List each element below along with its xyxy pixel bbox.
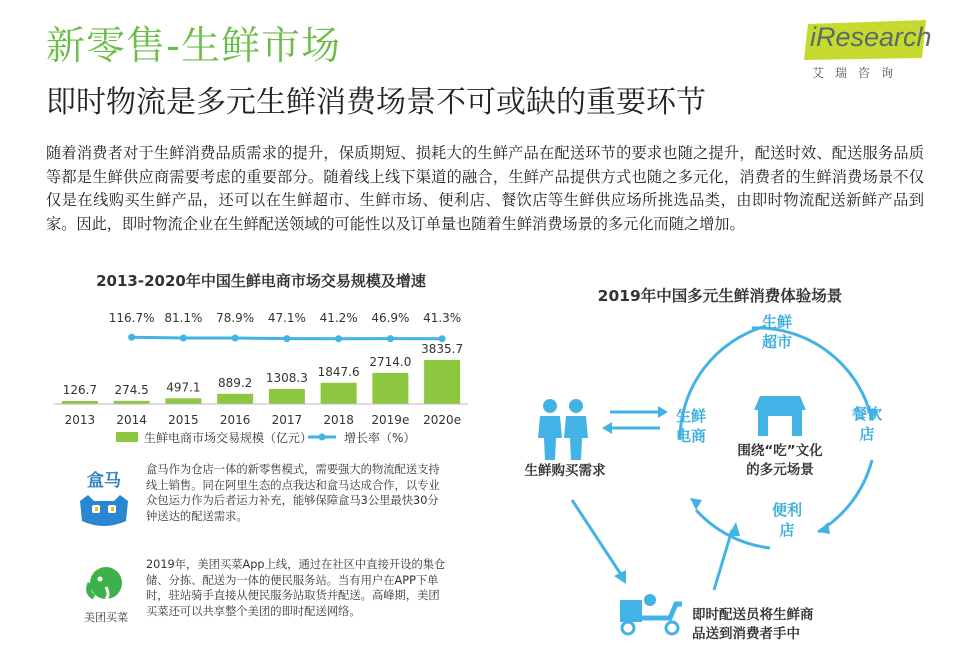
exchange-arrows bbox=[610, 412, 660, 428]
elephant-icon bbox=[76, 563, 136, 603]
diagram-center-line1: 围绕“吃”文化 bbox=[737, 443, 823, 459]
hema-logo-text: 盒马 bbox=[87, 471, 121, 491]
node-convenience-line2: 店 bbox=[779, 521, 795, 539]
x-tick-4: 2017 bbox=[271, 413, 303, 427]
consumption-diagram bbox=[500, 300, 940, 650]
arrow-head-bottom bbox=[818, 522, 830, 534]
arrow-up-line bbox=[714, 530, 732, 590]
growth-label-6: 46.9% bbox=[371, 311, 410, 325]
x-tick-6: 2019e bbox=[371, 413, 410, 427]
delivery-scooter-icon bbox=[620, 594, 682, 634]
growth-point-2 bbox=[180, 334, 187, 341]
case-meituan-text: 2019年，美团买菜App上线，通过在社区中直接开设的集仓储、分拣、配送为一体的便民服务站。当有用户在APP下单时，驻站骑手直接从便民服务站取货并配送。高峰期，美团买菜还可以共享整个美团的即时配送网络。 bbox=[146, 558, 446, 618]
bar-4 bbox=[269, 389, 305, 404]
delivery-label-line1: 即时配送员将生鲜商 bbox=[692, 607, 814, 623]
case-meituan bbox=[46, 557, 476, 643]
page-title: 新零售-生鲜市场 bbox=[46, 24, 342, 69]
case-hema-text: 盒马作为仓店一体的新零售模式，需要强大的物流配送支持线上销售。同在阿里生态的点我达和盒马达成合作，以专业众包运力作为后者运力补充，能够保障盒马3公里最快30分钟送达的配送需求。 bbox=[146, 463, 440, 523]
growth-label-2: 81.1% bbox=[164, 311, 203, 325]
node-supermarket-line1: 生鲜 bbox=[762, 313, 793, 331]
diagram-center bbox=[724, 442, 836, 480]
node-convenience-line1: 便利 bbox=[772, 501, 803, 519]
bar-label-0: 126.7 bbox=[62, 383, 98, 397]
growth-point-6 bbox=[387, 335, 394, 342]
case-hema bbox=[46, 462, 476, 534]
growth-label-5: 41.2% bbox=[319, 311, 358, 325]
legend-line-marker bbox=[319, 434, 326, 441]
legend-bar-label: 生鲜电商市场交易规模（亿元） bbox=[144, 431, 313, 445]
x-tick-7: 2020e bbox=[423, 413, 462, 427]
x-tick-1: 2014 bbox=[116, 413, 147, 427]
x-tick-2: 2015 bbox=[168, 413, 199, 427]
page-subtitle: 即时物流是多元生鲜消费场景不可或缺的重要环节 bbox=[46, 85, 706, 120]
consumer-label: 生鲜购买需求 bbox=[524, 463, 606, 479]
arrow-up-icon bbox=[728, 522, 740, 536]
arrow-head-left bbox=[690, 498, 702, 510]
node-ecommerce-line2: 电商 bbox=[676, 427, 707, 445]
intro-paragraph: 随着消费者对于生鲜消费品质需求的提升，保质期短、损耗大的生鲜产品在配送环节的要求也随之提升，配送时效、配送服务品质等都是生鲜供应商需要考虑的重要部分。随着线上线下渠道的融合，生鲜产品提供方式也随之多元化，消费者的生鲜消费场景不仅仅是在线购买生鲜产品，还可以在生鲜超市、生鲜市场、便利店、餐饮店等生鲜供应场所挑选品类，由即时物流配送新鲜产品到家。因此，即时物流企业在生鲜配送领域的可能性以及订单量也随着生鲜消费场景的多元化而随之增加。 bbox=[46, 144, 924, 233]
bar-5 bbox=[321, 383, 357, 404]
chart-title: 2013-2020年中国生鲜电商市场交易规模及增速 bbox=[96, 272, 426, 290]
node-convenience bbox=[772, 500, 802, 540]
growth-point-1 bbox=[128, 334, 135, 341]
legend-bar-swatch bbox=[116, 432, 138, 442]
growth-point-3 bbox=[232, 335, 239, 342]
x-tick-3: 2016 bbox=[219, 413, 251, 427]
bar-label-4: 1308.3 bbox=[265, 370, 308, 385]
node-supermarket bbox=[762, 312, 792, 352]
bar-label-5: 1847.6 bbox=[317, 364, 360, 379]
logo-cn: 艾瑞咨询 bbox=[812, 66, 905, 80]
bar-3 bbox=[217, 394, 253, 404]
node-restaurant bbox=[852, 404, 882, 444]
node-supermarket-line2: 超市 bbox=[762, 333, 793, 351]
x-tick-0: 2013 bbox=[64, 413, 96, 427]
node-ecommerce bbox=[676, 406, 706, 446]
people-icon bbox=[538, 399, 588, 460]
growth-label-3: 78.9% bbox=[216, 311, 255, 325]
bar-label-2: 497.1 bbox=[166, 380, 201, 395]
bar-label-6: 2714.0 bbox=[369, 354, 412, 369]
bar-label-1: 274.5 bbox=[114, 382, 149, 397]
node-restaurant-line1: 餐饮 bbox=[852, 405, 883, 423]
bar-6 bbox=[372, 373, 408, 404]
delivery-label-line2: 品送到消费者手中 bbox=[692, 626, 800, 642]
diagram-center-line2: 的多元场景 bbox=[746, 462, 814, 478]
market-chart bbox=[46, 300, 476, 455]
node-restaurant-line2: 店 bbox=[859, 425, 875, 443]
diagram-title: 2019年中国多元生鲜消费体验场景 bbox=[597, 287, 843, 305]
bar-7 bbox=[424, 360, 460, 404]
growth-point-4 bbox=[283, 335, 290, 342]
bar-2 bbox=[165, 398, 201, 404]
growth-label-7: 41.3% bbox=[423, 311, 462, 325]
node-ecommerce-line1: 生鲜 bbox=[676, 407, 707, 425]
growth-label-4: 47.1% bbox=[267, 311, 306, 325]
growth-point-5 bbox=[335, 335, 342, 342]
growth-label-1: 116.7% bbox=[108, 311, 155, 325]
bar-label-7: 3835.7 bbox=[421, 342, 464, 356]
x-tick-5: 2018 bbox=[323, 413, 354, 427]
legend-line-label: 增长率（%） bbox=[344, 431, 416, 445]
store-icon bbox=[754, 396, 806, 436]
arrow-down-line bbox=[572, 500, 622, 576]
logo-text: iResearch bbox=[810, 22, 932, 52]
arrow-right-icon bbox=[658, 406, 668, 418]
delivery-label bbox=[692, 606, 842, 644]
iresearch-logo bbox=[800, 20, 930, 82]
hema-logo bbox=[76, 466, 132, 530]
hippo-icon bbox=[76, 491, 132, 529]
bar-label-3: 889.2 bbox=[217, 375, 253, 390]
arrow-left-icon bbox=[602, 422, 612, 434]
meituan-logo-text: 美团买菜 bbox=[84, 611, 128, 624]
meituan-logo bbox=[76, 563, 136, 623]
